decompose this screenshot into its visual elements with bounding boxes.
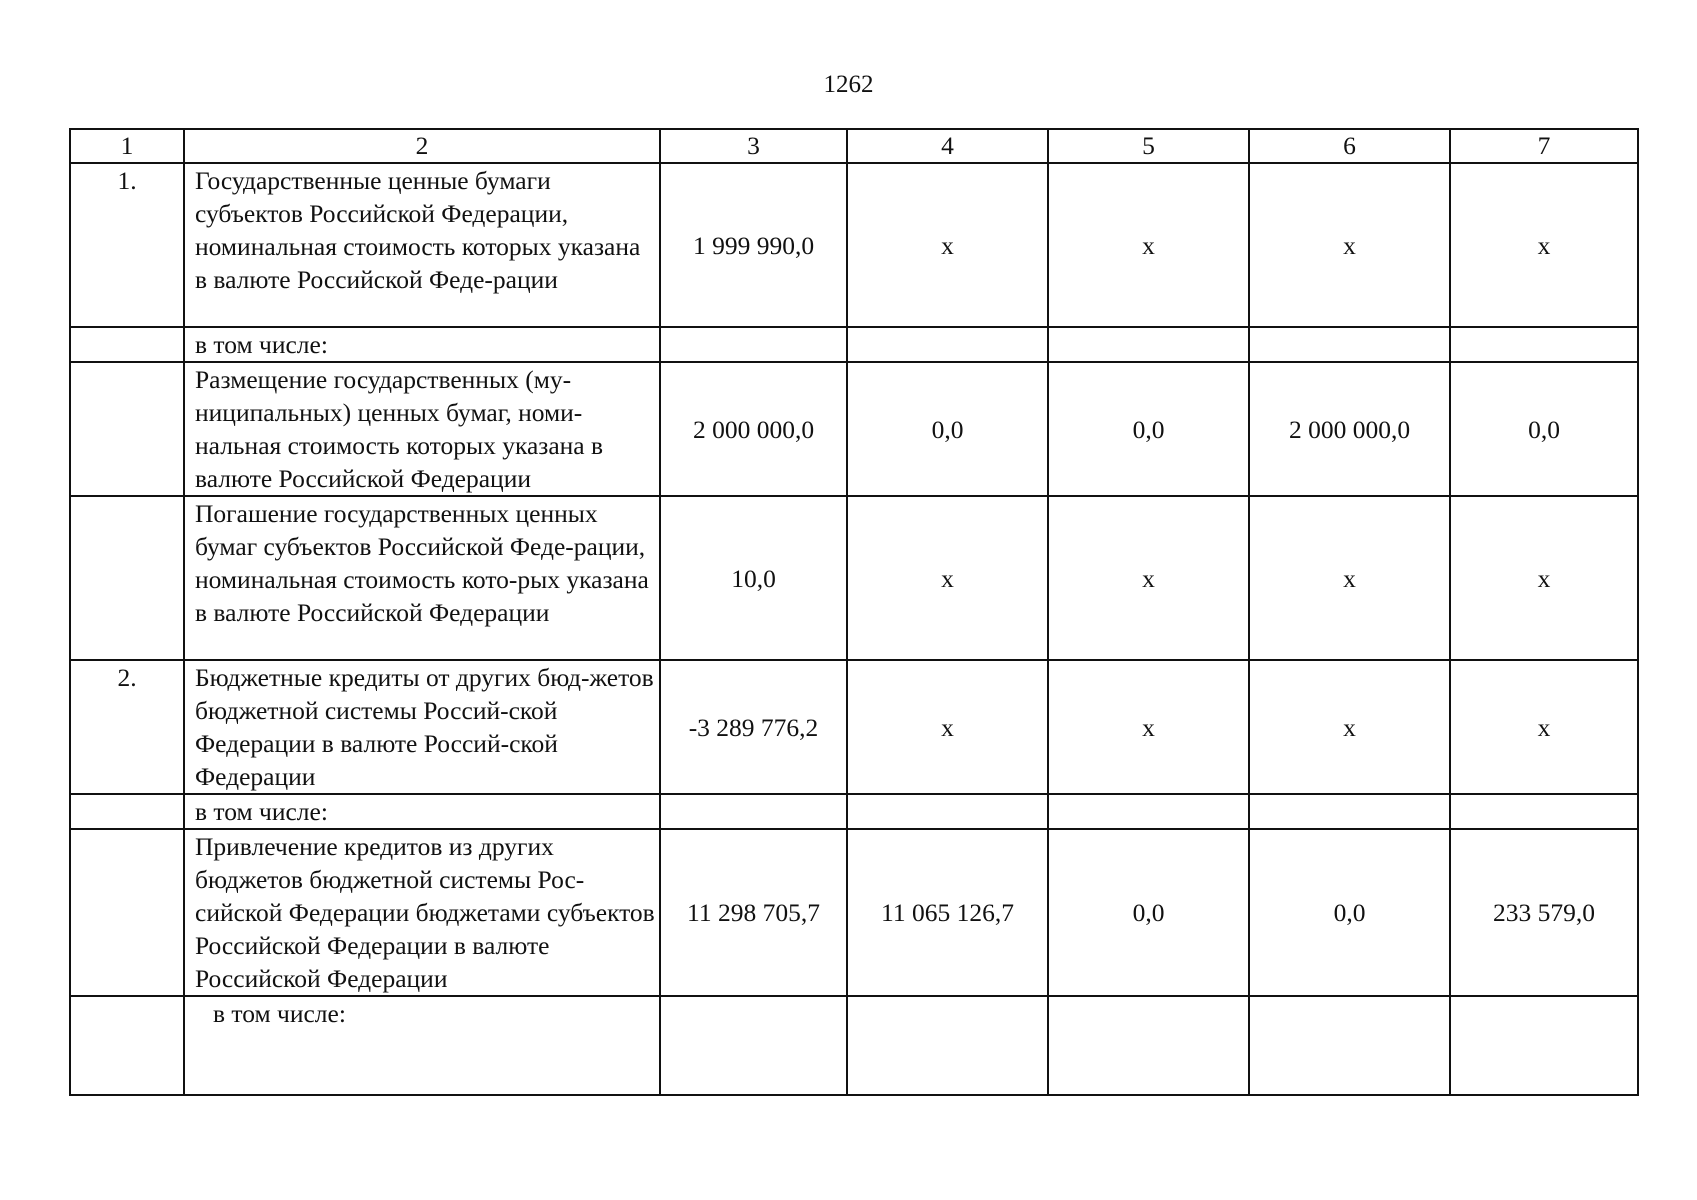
row-number bbox=[70, 327, 184, 362]
column-header: 5 bbox=[1048, 129, 1249, 163]
value-cell: х bbox=[847, 496, 1048, 660]
value-cell bbox=[1048, 327, 1249, 362]
value-cell: 0,0 bbox=[847, 362, 1048, 496]
value-cell bbox=[1450, 996, 1638, 1095]
row-number: 1. bbox=[70, 163, 184, 327]
value-cell: х bbox=[1450, 660, 1638, 794]
value-cell: 0,0 bbox=[1048, 362, 1249, 496]
column-header: 1 bbox=[70, 129, 184, 163]
table-row bbox=[70, 163, 1638, 327]
value-cell: 0,0 bbox=[1048, 829, 1249, 996]
value-cell bbox=[660, 794, 847, 829]
budget-table bbox=[69, 128, 1639, 1096]
value-cell bbox=[1249, 794, 1450, 829]
row-number bbox=[70, 794, 184, 829]
column-header: 3 bbox=[660, 129, 847, 163]
row-number bbox=[70, 996, 184, 1095]
value-cell bbox=[847, 996, 1048, 1095]
value-cell bbox=[1048, 996, 1249, 1095]
table-row bbox=[70, 996, 1638, 1095]
value-cell: х bbox=[847, 163, 1048, 327]
value-cell bbox=[1249, 327, 1450, 362]
row-description: Бюджетные кредиты от других бюд-жетов бюджетной системы Россий-ской Федерации в валюте Россий-ской Федерации bbox=[184, 660, 660, 794]
value-cell: х bbox=[1048, 496, 1249, 660]
value-cell: х bbox=[1450, 163, 1638, 327]
value-cell: 2 000 000,0 bbox=[660, 362, 847, 496]
row-description: Погашение государственных ценных бумаг субъектов Российской Феде-рации, номинальная стоимость кото-рых указана в валюте Российской Федерации bbox=[184, 496, 660, 660]
row-number bbox=[70, 829, 184, 996]
table-row bbox=[70, 496, 1638, 660]
column-header: 2 bbox=[184, 129, 660, 163]
table-row bbox=[70, 660, 1638, 794]
value-cell: х bbox=[1249, 660, 1450, 794]
row-description: Государственные ценные бумаги субъектов Российской Федерации, номинальная стоимость которых указана в валюте Российской Феде-рации bbox=[184, 163, 660, 327]
value-cell: х bbox=[847, 660, 1048, 794]
table-row bbox=[70, 794, 1638, 829]
value-cell: 1 999 990,0 bbox=[660, 163, 847, 327]
value-cell bbox=[1048, 794, 1249, 829]
value-cell: 0,0 bbox=[1249, 829, 1450, 996]
row-description: в том числе: bbox=[184, 327, 660, 362]
value-cell bbox=[660, 327, 847, 362]
row-description: Размещение государственных (му-ниципальных) ценных бумаг, номи-нальная стоимость которых указана в валюте Российской Федерации bbox=[184, 362, 660, 496]
table-row bbox=[70, 829, 1638, 996]
value-cell bbox=[660, 996, 847, 1095]
value-cell bbox=[847, 327, 1048, 362]
row-number bbox=[70, 362, 184, 496]
value-cell: х bbox=[1048, 163, 1249, 327]
row-description: в том числе: bbox=[184, 996, 660, 1095]
value-cell: х bbox=[1249, 496, 1450, 660]
value-cell bbox=[1450, 327, 1638, 362]
column-header: 7 bbox=[1450, 129, 1638, 163]
value-cell: 2 000 000,0 bbox=[1249, 362, 1450, 496]
value-cell: х bbox=[1048, 660, 1249, 794]
row-description: Привлечение кредитов из других бюджетов бюджетной системы Рос-сийской Федерации бюджетами субъектов Российской Федерации в валюте Российской Федерации bbox=[184, 829, 660, 996]
row-description: в том числе: bbox=[184, 794, 660, 829]
value-cell: 11 065 126,7 bbox=[847, 829, 1048, 996]
value-cell: 0,0 bbox=[1450, 362, 1638, 496]
row-number bbox=[70, 496, 184, 660]
row-number: 2. bbox=[70, 660, 184, 794]
table-header-row bbox=[70, 129, 1638, 163]
column-header: 4 bbox=[847, 129, 1048, 163]
value-cell: х bbox=[1249, 163, 1450, 327]
value-cell bbox=[1450, 794, 1638, 829]
table-row bbox=[70, 327, 1638, 362]
value-cell bbox=[1249, 996, 1450, 1095]
value-cell: 10,0 bbox=[660, 496, 847, 660]
value-cell: 11 298 705,7 bbox=[660, 829, 847, 996]
value-cell: -3 289 776,2 bbox=[660, 660, 847, 794]
value-cell: 233 579,0 bbox=[1450, 829, 1638, 996]
table-row bbox=[70, 362, 1638, 496]
column-header: 6 bbox=[1249, 129, 1450, 163]
value-cell: х bbox=[1450, 496, 1638, 660]
page-number: 1262 bbox=[823, 71, 874, 98]
value-cell bbox=[847, 794, 1048, 829]
